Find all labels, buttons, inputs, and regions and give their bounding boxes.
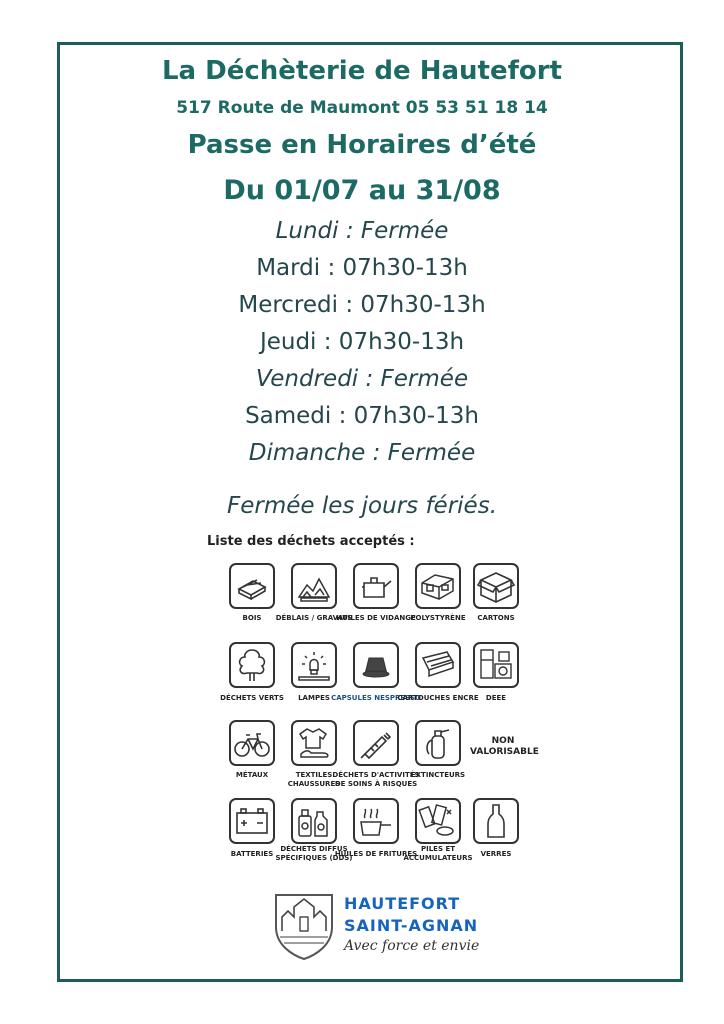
frying-oil-icon [353,798,399,844]
waste-label-huiles-fritures: HUILES DE FRITURES [334,850,418,858]
ink-cartridge-icon [415,642,461,688]
waste-label-metaux: MÉTAUX [235,771,269,779]
waste-label-textiles: TEXTILES CHAUSSURES [287,771,341,788]
glass-bottle-icon [473,798,519,844]
waste-label-batteries: BATTERIES [230,850,274,858]
waste-label-deblais: DÉBLAIS / GRAVATS [275,614,353,622]
schedule-tuesday: Mardi : 07h30-13h [256,255,468,281]
closed-holidays-note: Fermée les jours fériés. [226,493,497,519]
waste-label-cartons: CARTONS [477,614,515,622]
bicycle-icon [229,720,275,766]
battery-icon [229,798,275,844]
extinguisher-icon [415,720,461,766]
brand-line-1: HAUTEFORT [344,894,461,913]
address-phone: 517 Route de Maumont 05 53 51 18 14 [176,98,548,118]
lamp-icon [291,642,337,688]
waste-label-non-valorisable: NON VALORISABLE [470,736,539,757]
waste-label-deee: DEEE [485,694,507,702]
capsule-icon [353,642,399,688]
syringe-icon [353,720,399,766]
waste-label-lampes: LAMPES [298,694,330,702]
batteries-cells-icon [415,798,461,844]
waste-label-huiles-vidange: HUILES DE VIDANGE [336,614,416,622]
page-title: La Déchèterie de Hautefort [161,56,563,86]
schedule-saturday: Samedi : 07h30-13h [245,403,479,429]
clothes-icon [291,720,337,766]
rubble-icon [291,563,337,609]
schedule-wednesday: Mercredi : 07h30-13h [238,292,486,318]
polystyrene-icon [415,563,461,609]
waste-label-piles: PILES ET ACCUMULATEURS [403,845,473,862]
summer-hours-heading: Passe en Horaires d’été [187,130,537,160]
tree-icon [229,642,275,688]
oil-can-icon [353,563,399,609]
chemical-bottles-icon [291,798,337,844]
waste-label-extincteurs: EXTINCTEURS [410,771,466,779]
waste-label-dechets-verts: DÉCHETS VERTS [220,694,284,702]
schedule-thursday: Jeudi : 07h30-13h [259,329,465,355]
waste-label-dds: DÉCHETS DIFFUS SPÉCIFIQUES (DDS) [275,845,353,862]
waste-label-capsules: CAPSULES NESPRESSO [331,694,421,702]
period: Du 01/07 au 31/08 [223,175,501,206]
waste-label-polystyrene: POLYSTYRÈNE [410,614,466,622]
cardboard-box-icon [473,563,519,609]
waste-label-bois: BOIS [242,614,262,622]
waste-label-verres: VERRES [480,850,512,858]
schedule-friday: Vendredi : Fermée [255,366,469,392]
schedule-sunday: Dimanche : Fermée [248,440,476,466]
hautefort-logo-icon [272,887,336,965]
waste-list-title: Liste des déchets acceptés : [207,534,415,549]
waste-label-dasri: DÉCHETS D'ACTIVITÉS DE SOINS À RISQUES [332,771,420,788]
schedule-monday: Lundi : Fermée [275,218,449,244]
waste-label-cartouches: CARTOUCHES ENCRE [397,694,479,702]
brand-tagline: Avec force et envie [344,938,480,954]
pallet-icon [229,563,275,609]
brand-line-2: SAINT-AGNAN [344,916,479,935]
appliances-icon [473,642,519,688]
